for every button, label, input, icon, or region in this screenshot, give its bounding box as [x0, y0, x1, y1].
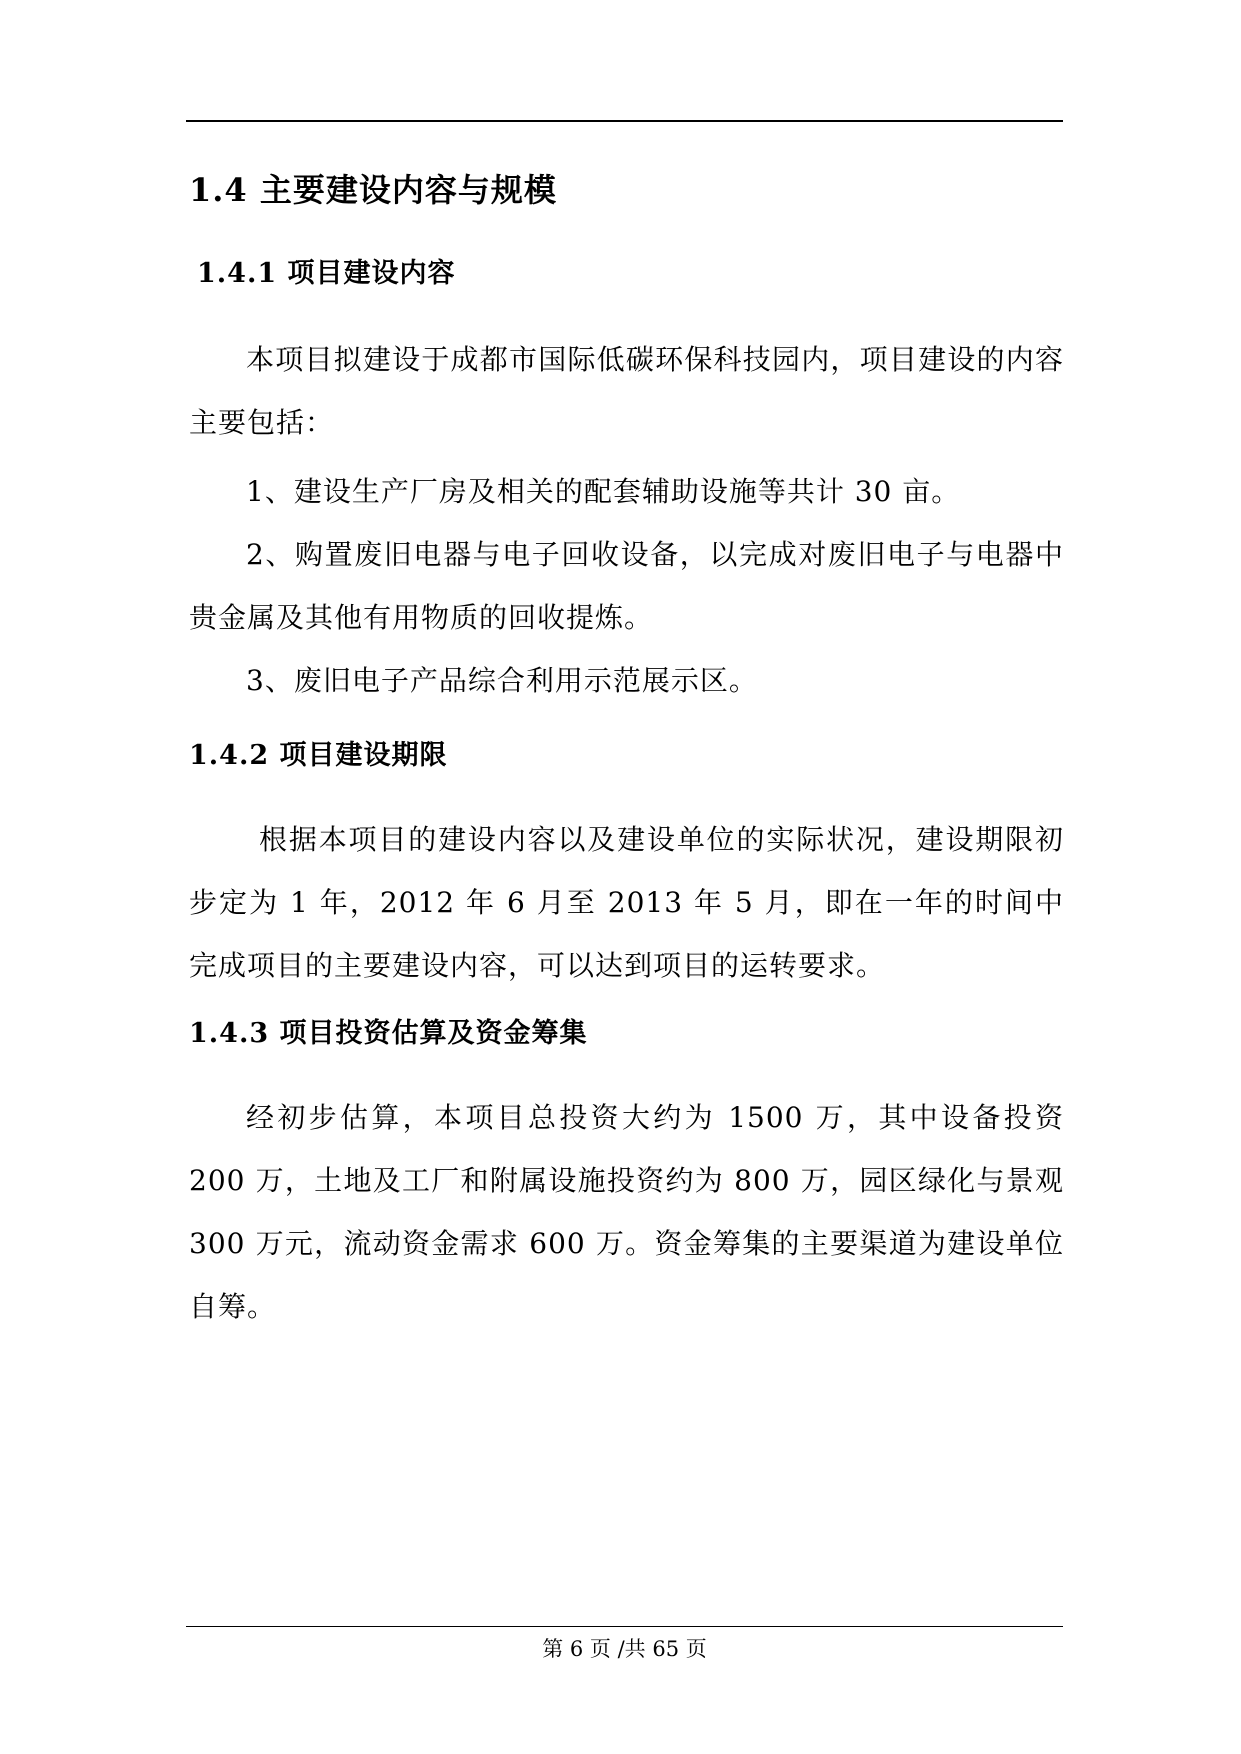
subsection-heading-1-4-1: 1.4.1 项目建设内容	[197, 258, 456, 289]
list-item-2: 2、购置废旧电器与电子回收设备，以完成对废旧电子与电器中贵金属及其他有用物质的回收提炼。	[189, 538, 1064, 634]
subsection-heading-1-4-3: 1.4.3 项目投资估算及资金筹集	[189, 1018, 588, 1049]
paragraph-construction-intro: 本项目拟建设于成都市国际低碳环保科技园内，项目建设的内容主要包括：	[189, 343, 1064, 439]
footer-rule	[186, 1626, 1063, 1627]
subsection-heading-1-4-2: 1.4.2 项目建设期限	[189, 740, 448, 771]
paragraph-investment: 经初步估算，本项目总投资大约为 1500 万，其中设备投资 200 万，土地及工厂和附属设施投资约为 800 万，园区绿化与景观 300 万元，流动资金需求 600 万。资金筹集的主要渠道为建设单位自筹。	[189, 1101, 1064, 1323]
list-item-1: 1、建设生产厂房及相关的配套辅助设施等共计 30 亩。	[246, 475, 961, 508]
paragraph-construction-period: 根据本项目的建设内容以及建设单位的实际状况，建设期限初步定为 1 年，2012 年 6 月至 2013 年 5 月，即在一年的时间中完成项目的主要建设内容，可以达到项目的运转要求。	[189, 823, 1064, 982]
header-rule	[186, 120, 1063, 122]
section-heading: 1.4 主要建设内容与规模	[189, 171, 557, 209]
list-item-3: 3、废旧电子产品综合利用示范展示区。	[246, 664, 758, 697]
page-number: 第 6 页 /共 65 页	[542, 1637, 707, 1661]
